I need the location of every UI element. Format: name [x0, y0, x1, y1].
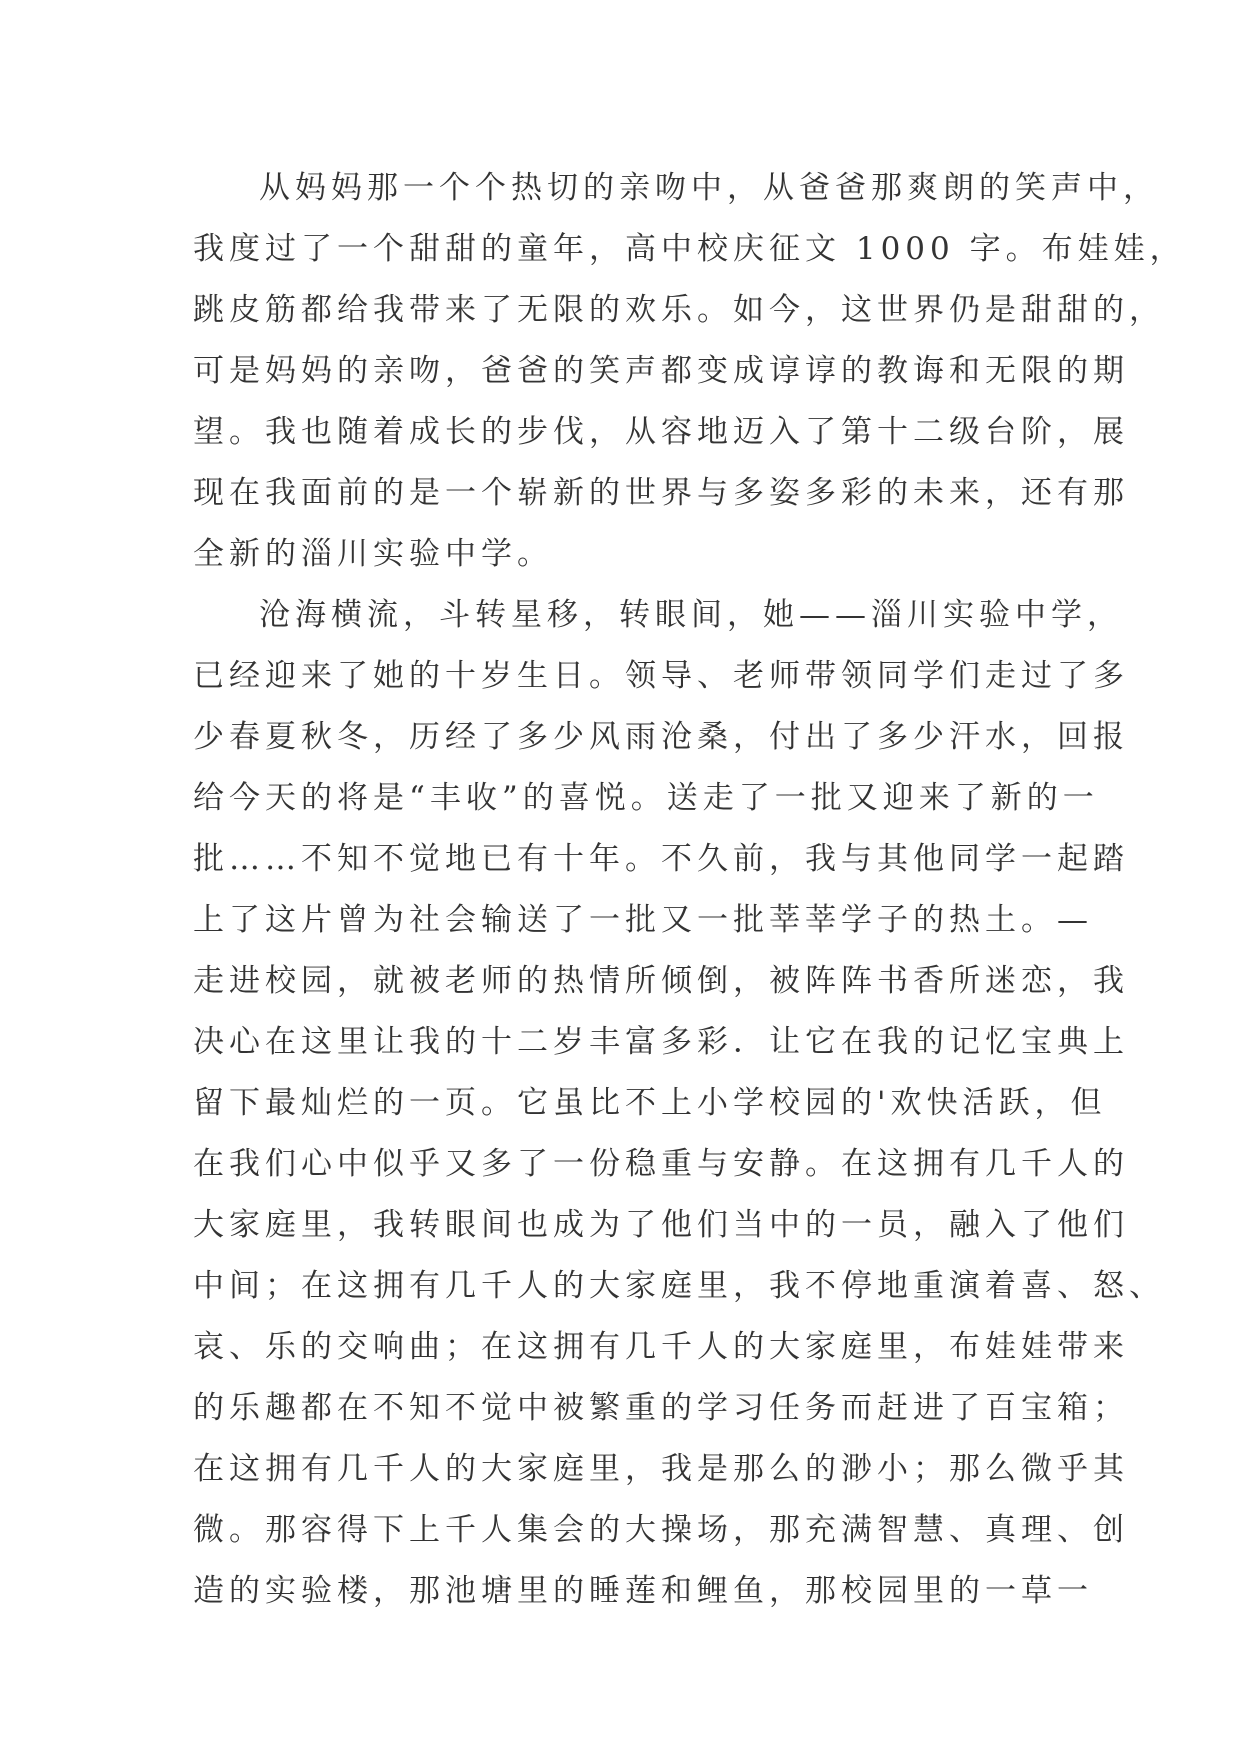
text-line: 造的实验楼，那池塘里的睡莲和鲤鱼，那校园里的一草一 — [193, 1573, 1093, 1609]
text-line: 跳皮筋都给我带来了无限的欢乐。如今，这世界仍是甜甜的， — [193, 292, 1165, 328]
text-line: 决心在这里让我的十二岁丰富多彩．让它在我的记忆宝典上 — [193, 1024, 1129, 1060]
text-line: 在我们心中似乎又多了一份稳重与安静。在这拥有几千人的 — [193, 1146, 1129, 1182]
text-line: 可是妈妈的亲吻，爸爸的笑声都变成谆谆的教诲和无限的期 — [193, 353, 1129, 389]
text-line: 微。那容得下上千人集会的大操场，那充满智慧、真理、创 — [193, 1512, 1129, 1548]
text-line: 少春夏秋冬，历经了多少风雨沧桑，付出了多少汗水，回报 — [193, 719, 1129, 755]
text-line: 上了这片曾为社会输送了一批又一批莘莘学子的热土。— — [193, 902, 1093, 938]
text-line: 中间；在这拥有几千人的大家庭里，我不停地重演着喜、怒、 — [193, 1268, 1165, 1304]
text-line: 从妈妈那一个个热切的亲吻中，从爸爸那爽朗的笑声中， — [259, 170, 1159, 206]
paragraph-2 — [193, 585, 1165, 1622]
text-line: 望。我也随着成长的步伐，从容地迈入了第十二级台阶，展 — [193, 414, 1129, 450]
text-line: 在这拥有几千人的大家庭里，我是那么的渺小；那么微乎其 — [193, 1451, 1129, 1487]
text-line: 已经迎来了她的十岁生日。领导、老师带领同学们走过了多 — [193, 658, 1129, 694]
paragraph-1 — [193, 158, 1186, 585]
text-line: 大家庭里，我转眼间也成为了他们当中的一员，融入了他们 — [193, 1207, 1129, 1243]
body-text — [193, 158, 1186, 1622]
text-line: 留下最灿烂的一页。它虽比不上小学校园的'欢快活跃，但 — [193, 1085, 1107, 1121]
text-line: 我度过了一个甜甜的童年，高中校庆征文 1000 字。布娃娃， — [193, 231, 1186, 267]
text-line: 沧海横流，斗转星移，转眼间，她——淄川实验中学， — [259, 597, 1123, 633]
text-line: 批……不知不觉地已有十年。不久前，我与其他同学一起踏 — [193, 841, 1129, 877]
text-line: 现在我面前的是一个崭新的世界与多姿多彩的未来，还有那 — [193, 475, 1129, 511]
text-line: 哀、乐的交响曲；在这拥有几千人的大家庭里，布娃娃带来 — [193, 1329, 1129, 1365]
text-line: 的乐趣都在不知不觉中被繁重的学习任务而赶进了百宝箱； — [193, 1390, 1129, 1426]
text-line: 走进校园，就被老师的热情所倾倒，被阵阵书香所迷恋，我 — [193, 963, 1129, 999]
text-line: 全新的淄川实验中学。 — [193, 536, 553, 572]
text-line: 给今天的将是“丰收”的喜悦。送走了一批又迎来了新的一 — [193, 780, 1099, 816]
